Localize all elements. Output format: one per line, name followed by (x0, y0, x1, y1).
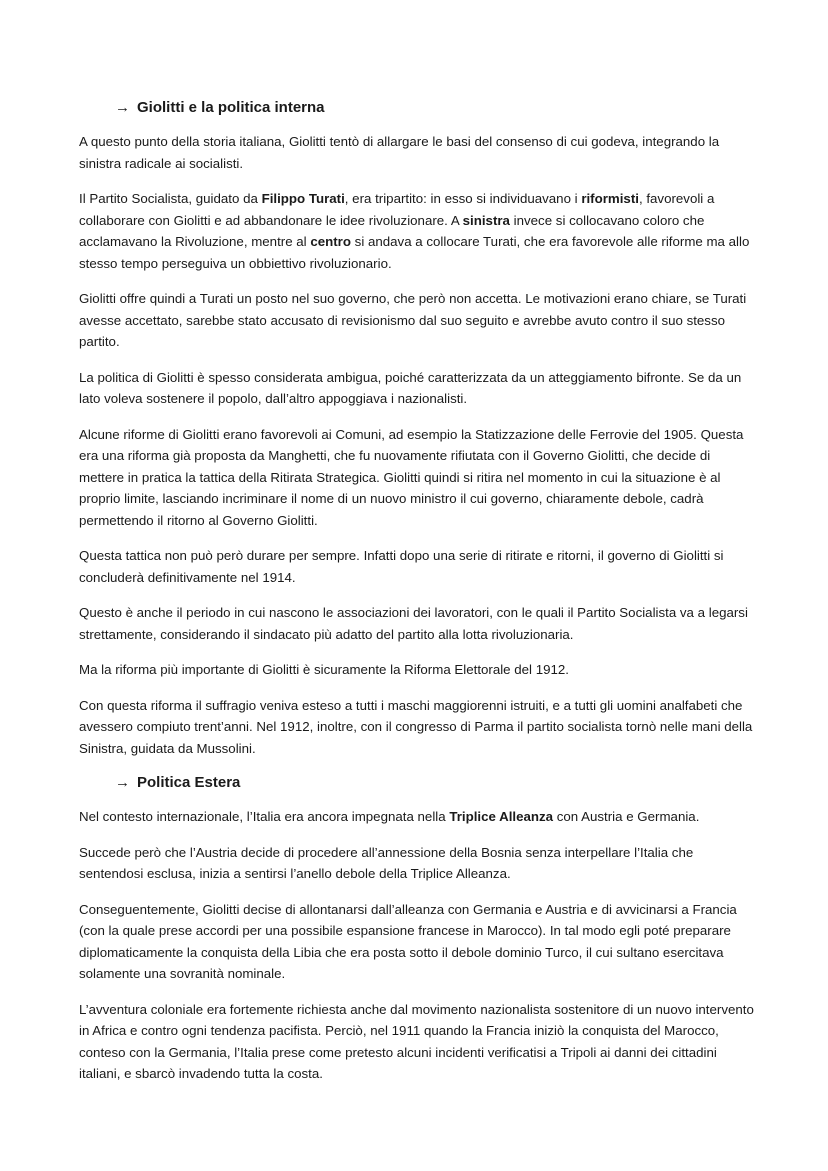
paragraph (79, 131, 758, 174)
bold-term: Filippo Turati (261, 191, 345, 206)
paragraph (79, 806, 758, 828)
section-title: Politica Estera (137, 774, 241, 791)
text-run: , favorevoli a collaborare con Giolitti e ad abbandonare le idee rivoluzionare. A (79, 191, 715, 228)
text-run: invece si collocavano coloro che acclamavano la Rivoluzione, mentre al (79, 212, 705, 249)
text-run: Ma la riforma più importante di Giolitti è sicuramente la Riforma Elettorale del 1912. (79, 662, 569, 677)
arrow-right-icon: → (115, 99, 130, 116)
bold-term: sinistra (462, 212, 510, 228)
text-run: L’avventura coloniale era fortemente richiesta anche dal movimento nazionalista sostenitore di un nuovo intervento in Africa e contro ogni tendenza pacifista. Perciò, nel 1911 quando la Francia iniziò la conquista del Marocco, conteso con la Germania, l’Italia prese come pretesto alcuni incidenti verificatisi a Tripoli ai danni dei cittadini italiani, e sbarcò invadendo tutta la costa. (79, 1001, 754, 1081)
paragraph (79, 288, 758, 353)
text-run: Questa tattica non può però durare per sempre. Infatti dopo una serie di ritirate e ritorni, il governo di Giolitti si concluderà definitivamente nel 1914. (79, 548, 724, 585)
text-run: si andava a collocare Turati, che era favorevole alle riforme ma allo stesso tempo perseguiva un obbiettivo rivoluzionario. (79, 234, 750, 271)
text-run: La politica di Giolitti è spesso considerata ambigua, poiché caratterizzata da un atteggiamento bifronte. Se da un lato voleva sostenere il popolo, dall’altro appoggiava i nazionalisti. (79, 369, 742, 406)
text-run: Nel contesto internazionale, l’Italia era ancora impegnata nella (79, 809, 450, 824)
paragraph (79, 424, 758, 532)
text-run: Conseguentemente, Giolitti decise di allontanarsi dall’alleanza con Germania e Austria e di avvicinarsi a Francia (con la quale prese accordi per una possibile espansione francese in Marocco). In tal modo egli poté preparare diplomaticamente la conquista della Libia che era posta sotto il debole dominio Turco, il cui sultano esercitava solamente una sovranità nominale. (79, 901, 737, 981)
paragraph (79, 999, 758, 1085)
arrow-right-icon: → (115, 774, 130, 791)
paragraph (79, 659, 758, 681)
bold-term: Triplice Alleanza (449, 809, 554, 824)
text-run: Succede però che l’Austria decide di procedere all’annessione della Bosnia senza interpellare l’Italia che sentendosi esclusa, inizia a sentirsi l’anello debole della Triplice Alleanza. (79, 844, 694, 881)
bold-term: centro (310, 234, 351, 249)
paragraph (79, 545, 758, 588)
paragraph (79, 695, 758, 760)
paragraph (79, 602, 758, 645)
paragraph (79, 842, 758, 885)
paragraph (79, 367, 758, 410)
bold-term: riformisti (581, 191, 639, 206)
section-heading (79, 773, 758, 793)
paragraph (79, 188, 758, 274)
section-title: Giolitti e la politica interna (137, 99, 325, 116)
text-run: A questo punto della storia italiana, Giolitti tentò di allargare le basi del consenso di cui godeva, integrando la sinistra radicale ai socialisti. (79, 134, 720, 171)
paragraph (79, 899, 758, 985)
text-run: , era tripartito: in esso si individuavano i (344, 191, 582, 206)
text-run: Il Partito Socialista, guidato da (79, 191, 262, 206)
text-run: Alcune riforme di Giolitti erano favorevoli ai Comuni, ad esempio la Statizzazione delle Ferrovie del 1905. Questa era una riforma già proposta da Manghetti, che fu nuovamente rifiutata con il Governo Giolitti, che decide di mettere in pratica la tattica della Ritirata Strategica. Giolitti quindi si ritira nel momento in cui la situazione è al proprio limite, lasciando incriminare il nome di un nuovo ministro il cui governo, chiaramente debole, cadrà permettendo il ritorno al Governo Giolitti. (79, 426, 744, 528)
text-run: con Austria e Germania. (553, 809, 700, 824)
text-run: Questo è anche il periodo in cui nascono le associazioni dei lavoratori, con le quali il Partito Socialista va a legarsi strettamente, considerando il sindacato più adatto del partito alla lotta rivoluzionaria. (79, 605, 748, 642)
text-run: Con questa riforma il suffragio veniva esteso a tutti i maschi maggiorenni istruiti, e a tutti gli uomini analfabeti che avessero compiuto trent’anni. Nel 1912, inoltre, con il congresso di Parma il partito socialista tornò nelle mani della Sinistra, guidata da Mussolini. (79, 697, 753, 756)
section-heading (79, 98, 758, 118)
text-run: Giolitti offre quindi a Turati un posto nel suo governo, che però non accetta. Le motivazioni erano chiare, se Turati avesse accettato, sarebbe stato accusato di revisionismo dal suo seguito e avrebbe avuto contro il suo stesso partito. (79, 291, 747, 349)
